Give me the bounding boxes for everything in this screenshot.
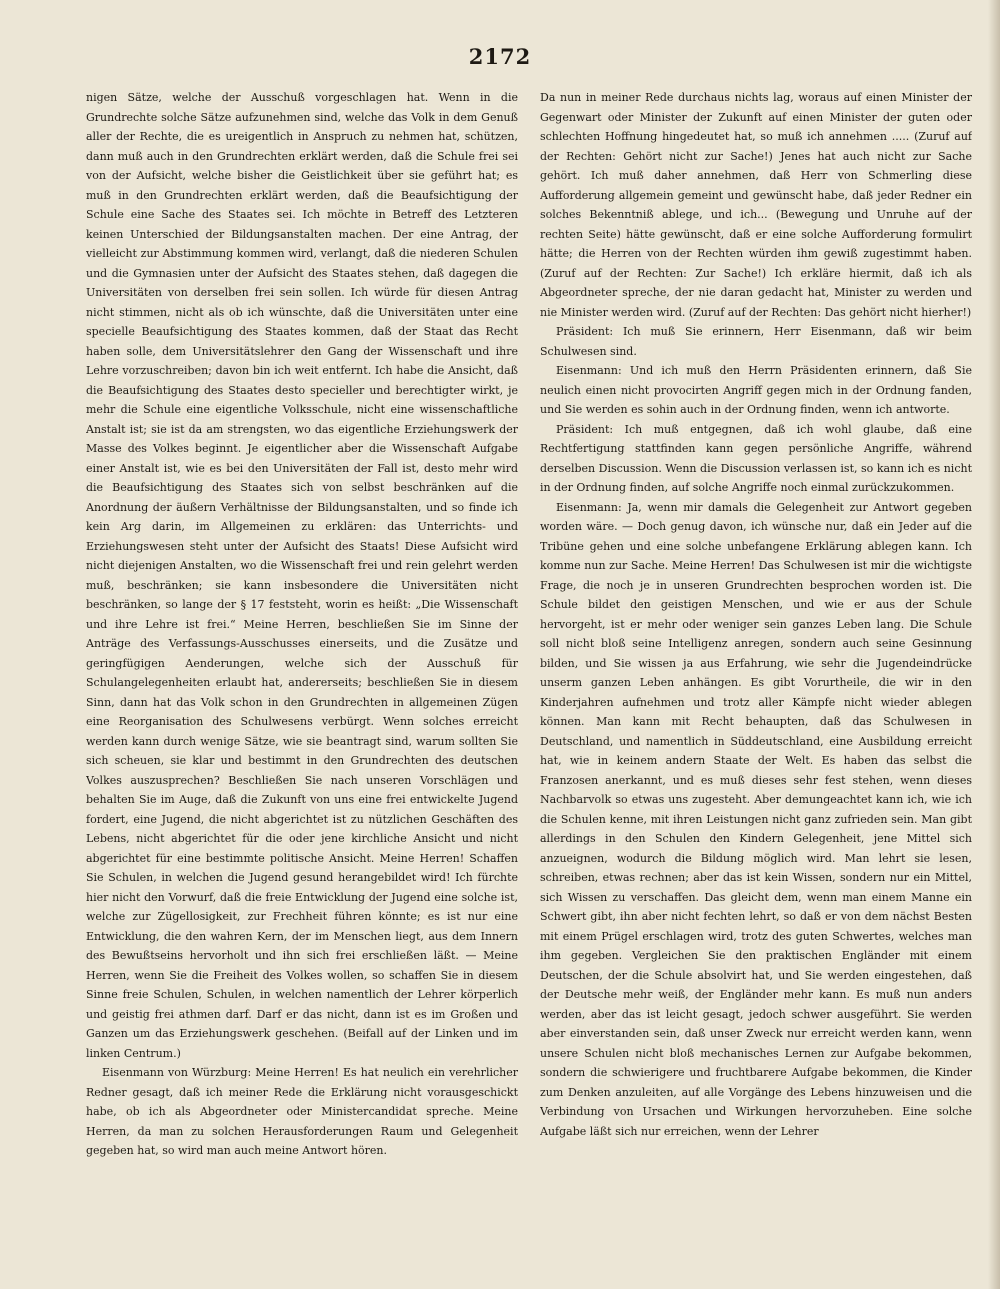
paragraph: Präsident: Ich muß Sie erinnern, Herr Eisenmann, daß wir beim Schulwesen sind.	[540, 325, 972, 358]
right-column	[540, 88, 972, 1278]
page-edge-shadow	[988, 0, 1000, 1289]
paragraph: Eisenmann: Und ich muß den Herrn Präsidenten erinnern, daß Sie neulich einen nicht provocirten Angriff gegen mich in der Ordnung fanden, und Sie werden es sohin auch in der Ordnung finden, wenn ich antworte.	[540, 364, 972, 416]
paragraph: Da nun in meiner Rede durchaus nichts lag, woraus auf einen Minister der Gegenwart oder Minister der Zukunft auf einen Minister der guten oder schlechten Hoffnung hingedeutet hat, so muß ich annehmen ..... (Zuruf auf der Rechten: Gehört nicht zur Sache!) Jenes hat auch nicht zur Sache gehört. Ich muß daher annehmen, daß Herr von Schmerling diese Aufforderung allgemein gemeint und gewünscht habe, daß jeder Redner ein solches Bekenntniß ablege, und ich... (Bewegung und Unruhe auf der rechten Seite) hätte gewünscht, daß er eine solche Aufforderung formulirt hätte; die Herren von der Rechten würden ihm gewiß zugestimmt haben. (Zuruf auf der Rechten: Zur Sache!) Ich erkläre hiermit, daß ich als Abgeordneter spreche, der nie daran gedacht hat, Minister zu werden und nie Minister werden wird. (Zuruf auf der Rechten: Das gehört nicht hierher!)	[540, 91, 972, 319]
paragraph: Eisenmann: Ja, wenn mir damals die Gelegenheit zur Antwort gegeben worden wäre. — Doch genug davon, ich wünsche nur, daß ein Jeder auf die Tribüne gehen und eine solche unbefangene Erklärung ablegen kann. Ich komme nun zur Sache. Meine Herren! Das Schulwesen ist mir die wichtigste Frage, die noch je in unseren Grundrechten besprochen worden ist. Die Schule bildet den geistigen Menschen, und wie er aus der Schule hervorgeht, ist er mehr oder weniger sein ganzes Leben lang. Die Schule soll nicht bloß seine Intelligenz anregen, sondern auch seine Gesinnung bilden, und Sie wissen ja aus Erfahrung, wie sehr die Jugendeindrücke unserm ganzen Leben anhängen. Es gibt Vorurtheile, die wir in den Kinderjahren aufnehmen und trotz aller Kämpfe nicht wieder ablegen können. Man kann mit Recht behaupten, daß das Schulwesen in Deutschland, und namentlich in Süddeutschland, eine Ausbildung erreicht hat, wie in keinem andern Staate der Welt. Es haben das selbst die Franzosen anerkannt, und es muß dieses sehr fest stehen, wenn dieses Nachbarvolk so etwas uns zugesteht. Aber demungeachtet kann ich, wie ich die Schulen kenne, mit ihren Leistungen nicht ganz zufrieden sein. Man gibt allerdings in den Schulen den Kindern Gelegenheit, jene Mittel sich anzueignen, wodurch die Bildung möglich wird. Man lehrt sie lesen, schreiben, etwas rechnen; aber das ist kein Wissen, sondern nur ein Mittel, sich Wissen zu verschaffen. Das gleicht dem, wenn man einem Manne ein Schwert gibt, ihn aber nicht fechten lehrt, so daß er von dem nächst Besten mit einem Prügel erschlagen wird, trotz des guten Schwertes, welches man ihm gegeben. Vergleichen Sie den praktischen Engländer mit einem Deutschen, der die Schule absolvirt hat, und Sie werden eingestehen, daß der Deutsche mehr weiß, der Engländer mehr kann. Es muß nun anders werden, aber das ist leicht gesagt, jedoch schwer ausgeführt. Sie werden aber einverstanden sein, daß unser Zweck nur erreicht werden kann, wenn unsere Schulen nicht bloß mechanisches Lernen zur Aufgabe bekommen, sondern die schwierigere und fruchtbarere Aufgabe bekommen, die Kinder zum Denken anzuleiten, auf alle Vorgänge des Lebens hinzuweisen und die Verbindung von Ursachen und Wirkungen hervorzuheben. Eine solche Aufgabe läßt sich nur erreichen, wenn der Lehrer	[540, 500, 972, 1138]
paragraph: Eisenmann von Würzburg: Meine Herren! Es hat neulich ein verehrlicher Redner gesagt, daß ich meiner Rede die Erklärung nicht vorausgeschickt habe, ob ich als Abgeordneter oder Ministercandidat spreche. Meine Herren, da man zu solchen Herausforderungen Raum und Gelegenheit gegeben hat, so wird man auch meine Antwort hören.	[86, 1066, 518, 1157]
left-column	[86, 88, 518, 1278]
paragraph: nigen Sätze, welche der Ausschuß vorgeschlagen hat. Wenn in die Grundrechte solche Sätze aufzunehmen sind, welche das Volk in dem Genuß aller der Rechte, die es ureigentlich in Anspruch zu nehmen hat, schützen, dann muß auch in den Grundrechten erklärt werden, daß die Schule frei sei von der Aufsicht, welche bisher die Geistlichkeit über sie geführt hat; es muß in den Grundrechten erklärt werden, daß die Beaufsichtigung der Schule eine Sache des Staates sei. Ich möchte in Betreff des Letzteren keinen Unterschied der Bildungsanstalten machen. Der eine Antrag, der vielleicht zur Abstimmung kommen wird, verlangt, daß die niederen Schulen und die Gymnasien unter der Aufsicht des Staates stehen, daß dagegen die Universitäten von derselben frei sein sollen. Ich würde für diesen Antrag nicht stimmen, nicht als ob ich wünschte, daß die Universitäten unter eine specielle Beaufsichtigung des Staates kommen, daß der Staat das Recht haben solle, dem Universitätslehrer den Gang der Wissenschaft und ihre Lehre vorzuschreiben; davon bin ich weit entfernt. Ich habe die Ansicht, daß die Beaufsichtigung des Staates desto specieller und berechtigter wirkt, je mehr die Schule eine eigentliche Volksschule, nicht eine wissenschaftliche Anstalt ist; sie ist da am strengsten, wo das eigentliche Erziehungswerk der Masse des Volkes beginnt. Je eigentlicher aber die Wissenschaft Aufgabe einer Anstalt ist, wie es bei den Universitäten der Fall ist, desto mehr wird die Beaufsichtigung des Staates sich von selbst beschränken auf die Anordnung der äußern Verhältnisse der Bildungsanstalten, und so finde ich kein Arg darin, im Allgemeinen zu erklären: das Unterrichts- und Erziehungswesen steht unter der Aufsicht des Staats! Diese Aufsicht wird nicht diejenigen Anstalten, wo die Wissenschaft frei und rein gelehrt werden muß, beschränken; sie kann insbesondere die Universitäten nicht beschränken, so lange der § 17 feststeht, worin es heißt: „Die Wissenschaft und ihre Lehre ist frei.“ Meine Herren, beschließen Sie im Sinne der Anträge des Verfassungs-Ausschusses einerseits, und die Zusätze und geringfügigen Aenderungen, welche sich der Ausschuß für Schulangelegenheiten erlaubt hat, andererseits; beschließen Sie in diesem Sinn, dann hat das Volk schon in den Grundrechten in allgemeinen Zügen eine Reorganisation des Schulwesens verbürgt. Wenn solches erreicht werden kann durch wenige Sätze, wie sie beantragt sind, warum sollten Sie sich scheuen, sie klar und bestimmt in den Grundrechten des deutschen Volkes auszusprechen? Beschließen Sie nach unseren Vorschlägen und behalten Sie im Auge, daß die Zukunft von uns eine frei entwickelte Jugend fordert, eine Jugend, die nicht abgerichtet ist zu nützlichen Geschäften des Lebens, nicht abgerichtet für die oder jene kirchliche Ansicht und nicht abgerichtet für eine bestimmte politische Ansicht. Meine Herren! Schaffen Sie Schulen, in welchen die Jugend gesund herangebildet wird! Ich fürchte hier nicht den Vorwurf, daß die freie Entwicklung der Jugend eine solche ist, welche zur Zügellosigkeit, zur Frechheit führen könnte; es ist nur eine Entwicklung, die den wahren Kern, der im Menschen liegt, aus dem Innern des Bewußtseins hervorholt und ihn sich frei erschließen läßt. — Meine Herren, wenn Sie die Freiheit des Volkes wollen, so schaffen Sie in diesem Sinne freie Schulen, Schulen, in welchen namentlich der Lehrer körperlich und geistig frei athmen darf. Darf er das nicht, dann ist es im Großen und Ganzen um das Erziehungswerk geschehen. (Beifall auf der Linken und im linken Centrum.)	[86, 91, 518, 1060]
page-number: 2172	[468, 44, 532, 69]
paragraph: Präsident: Ich muß entgegnen, daß ich wohl glaube, daß eine Rechtfertigung stattfinden kann gegen persönliche Angriffe, während derselben Discussion. Wenn die Discussion verlassen ist, so kann ich es nicht in der Ordnung finden, auf solche Angriffe noch einmal zurückzukommen.	[540, 422, 972, 494]
